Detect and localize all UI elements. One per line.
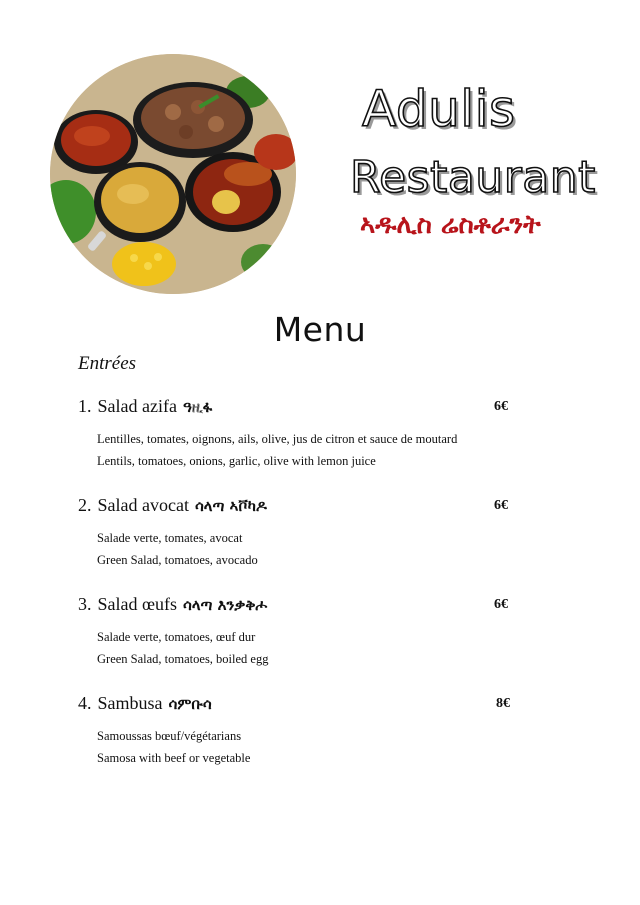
food-platter-image xyxy=(48,52,298,297)
menu-item-description xyxy=(97,725,496,769)
menu-item-description-en: Green Salad, tomatoes, boiled egg xyxy=(97,652,269,666)
restaurant-name-line2: Restaurant xyxy=(350,152,596,203)
menu-item-title xyxy=(78,594,508,620)
menu-item-number: 3. xyxy=(78,594,92,614)
menu-item-name-amharic: ዓዚፋ xyxy=(182,398,213,416)
menu-item xyxy=(78,594,508,670)
menu-item-description-fr: Lentilles, tomates, oignons, ails, olive, jus de citron et sauce de moutard xyxy=(97,432,458,446)
menu-item-description xyxy=(97,527,508,571)
menu-item-price: 6€ xyxy=(494,498,508,513)
menu-item-name-amharic: ሳላጣ ኣቮካዶ xyxy=(194,497,267,515)
menu-item-number: 2. xyxy=(78,495,92,515)
menu-item-description-fr: Samoussas bœuf/végétarians xyxy=(97,729,242,743)
menu-item-number: 1. xyxy=(78,396,92,416)
menu-item-description-fr: Salade verte, tomatoes, œuf dur xyxy=(97,630,256,644)
menu-item-description-en: Samosa with beef or vegetable xyxy=(97,751,251,765)
menu-heading: Menu xyxy=(273,310,367,349)
restaurant-name-amharic: ኣዱሊስ ሬስቶራንት xyxy=(360,210,541,240)
menu-item-description-fr: Salade verte, tomates, avocat xyxy=(97,531,243,545)
menu-item-title xyxy=(78,693,510,719)
menu-item xyxy=(78,396,508,472)
menu-item-description xyxy=(97,428,508,472)
menu-item xyxy=(78,495,508,571)
menu-item-name-amharic: ሳላጣ እንቃቅሖ xyxy=(183,596,268,614)
menu-item-description-en: Lentils, tomatoes, onions, garlic, olive with lemon juice xyxy=(97,454,376,468)
menu-item-price: 6€ xyxy=(494,399,508,414)
menu-item-title xyxy=(78,396,508,422)
menu-item-name: Salad œufs xyxy=(97,594,177,614)
restaurant-name-line1: Adulis xyxy=(362,80,516,138)
menu-item xyxy=(78,693,510,769)
menu-item-number: 4. xyxy=(78,693,92,713)
menu-item-description-en: Green Salad, tomatoes, avocado xyxy=(97,553,258,567)
menu-item-name: Salad avocat xyxy=(97,495,189,515)
menu-item-price: 8€ xyxy=(496,696,510,711)
menu-item-title xyxy=(78,495,508,521)
menu-item-name: Sambusa xyxy=(97,693,163,713)
menu-item-price: 6€ xyxy=(494,597,508,612)
menu-item-name: Salad azifa xyxy=(97,396,177,416)
section-heading-entrees: Entrées xyxy=(78,353,137,374)
menu-item-name-amharic: ሳምቡሳ xyxy=(168,695,212,713)
menu-item-description xyxy=(97,626,508,670)
